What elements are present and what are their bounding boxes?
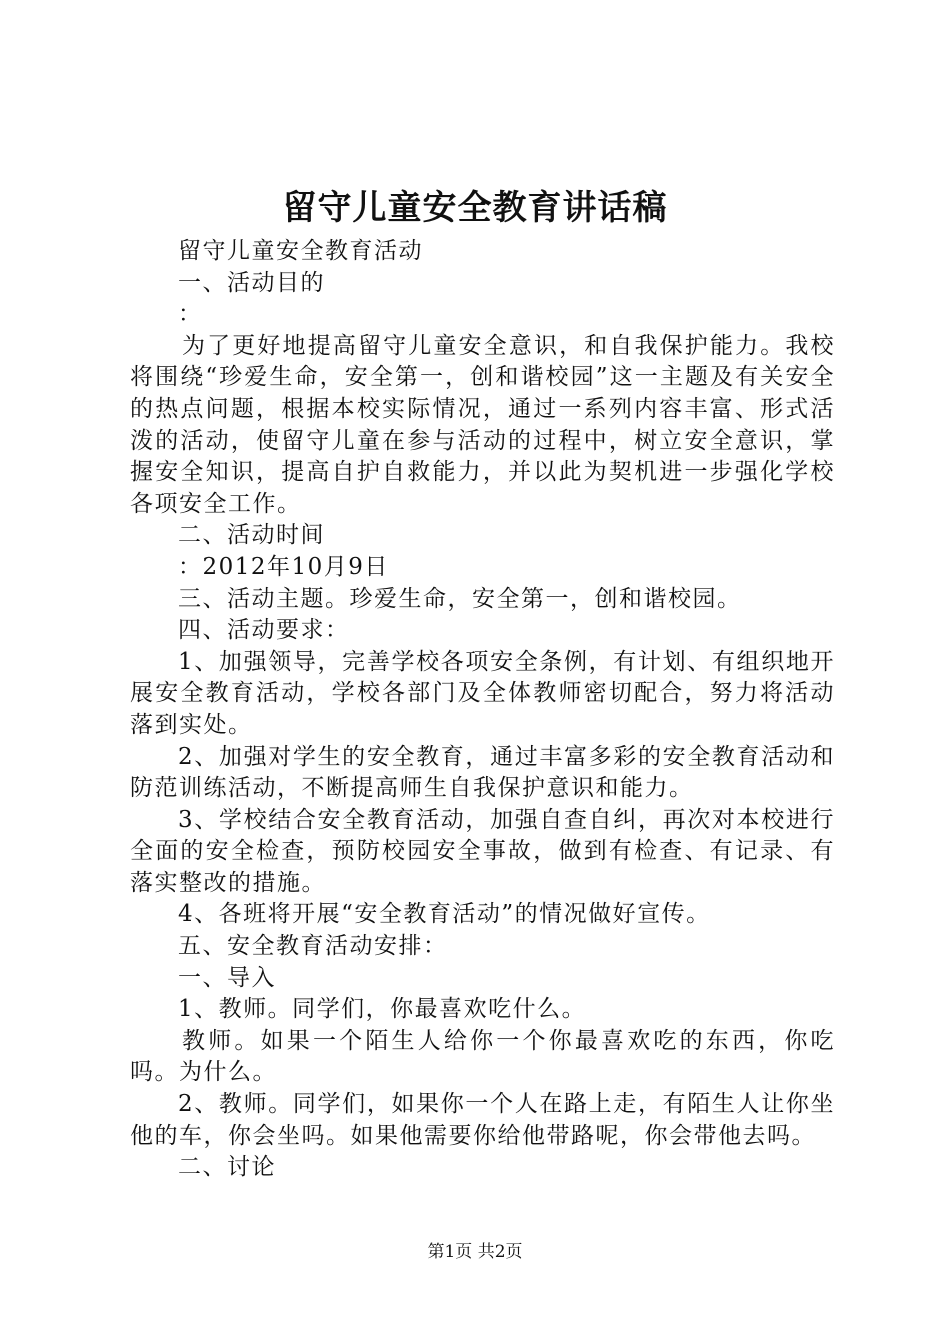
paragraph-requirement-3: 3、学校结合安全教育活动，加强自查自纠，再次对本校进行全面的安全检查，预防校园安全事故，做到有检查、有记录、有落实整改的措施。 bbox=[130, 806, 835, 896]
paragraph-requirement-2: 2、加强对学生的安全教育，通过丰富多彩的安全教育活动和防范训练活动，不断提高师生自我保护意识和能力。 bbox=[130, 743, 835, 802]
paragraph-heading-intro: 一、导入 bbox=[178, 964, 276, 991]
paragraph-intro-1: 1、教师。同学们，你最喜欢吃什么。 bbox=[178, 996, 587, 1023]
paragraph-intro-question: 教师。如果一个陌生人给你一个你最喜欢吃的东西，你吃吗。为什么。 bbox=[130, 1027, 835, 1086]
paragraph-heading-purpose: 一、活动目的 bbox=[178, 269, 325, 296]
paragraph-requirement-1: 1、加强领导，完善学校各项安全条例，有计划、有组织地开展安全教育活动，学校各部门及全体教师密切配合，努力将活动落到实处。 bbox=[130, 648, 835, 738]
paragraph-colon: ： bbox=[178, 301, 203, 328]
paragraph-time-value: ：2012年10月9日 bbox=[178, 553, 389, 580]
paragraph-heading-time: 二、活动时间 bbox=[178, 522, 325, 549]
paragraph-heading-requirements: 四、活动要求： bbox=[178, 617, 350, 644]
paragraph-subtitle: 留守儿童安全教育活动 bbox=[178, 238, 423, 264]
paragraph-theme: 三、活动主题。珍爱生命，安全第一，创和谐校园。 bbox=[178, 585, 742, 612]
paragraph-purpose-body: 为了更好地提高留守儿童安全意识，和自我保护能力。我校将围绕“珍爱生命，安全第一，创和谐校园”这一主题及有关安全的热点问题，根据本校实际情况，通过一系列内容丰富、形式活泼的活动，使留守儿童在参与活动的过程中，树立安全意识，掌握安全知识，提高自护自救能力，并以此为契机进一步强化学校各项安全工作。 bbox=[130, 332, 835, 517]
document-body bbox=[130, 236, 835, 1184]
paragraph-requirement-4: 4、各班将开展“安全教育活动”的情况做好宣传。 bbox=[178, 901, 711, 928]
paragraph-heading-schedule: 五、安全教育活动安排： bbox=[178, 933, 448, 960]
paragraph-intro-2: 2、教师。同学们，如果你一个人在路上走，有陌生人让你坐他的车，你会坐吗。如果他需要你给他带路呢，你会带他去吗。 bbox=[130, 1091, 835, 1149]
document-title: 留守儿童安全教育讲话稿 bbox=[282, 188, 668, 228]
page-number-footer: 第1页 共2页 bbox=[427, 1242, 523, 1262]
paragraph-heading-discussion: 二、讨论 bbox=[178, 1154, 276, 1181]
